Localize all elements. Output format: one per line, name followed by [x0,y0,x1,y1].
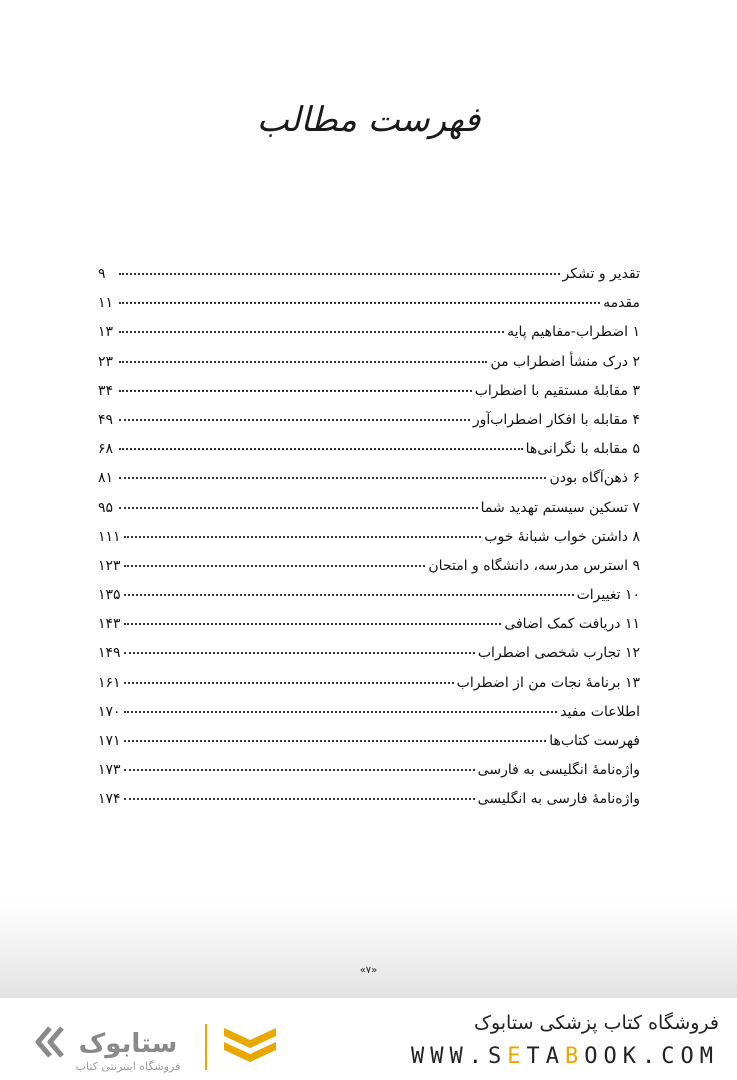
toc-entry[interactable] [98,500,640,529]
toc-entry[interactable] [98,675,640,704]
toc-entry[interactable] [98,383,640,412]
svg-text:فروشگاه اینترنتی کتاب: فروشگاه اینترنتی کتاب [75,1060,181,1073]
toc-entry-label: ۳ مقابلهٔ مستقیم با اضطراب [474,382,640,399]
toc-entry-page: ۱۷۱ [98,733,121,749]
dot-leader [124,593,574,596]
toc-entry[interactable] [98,733,640,762]
toc-entry[interactable] [98,354,640,383]
page-title: فهرست مطالب [256,100,481,140]
toc-entry-label: اطلاعات مفید [560,703,640,720]
toc-entry-page: ۸۱ [98,470,114,487]
toc-entry-label: ۱۳ برنامهٔ نجات من از اضطراب [456,674,640,691]
toc-entry-label: واژه‌نامهٔ انگلیسی به فارسی [477,762,640,779]
dot-leader [119,360,487,363]
toc-entry-label: ۴ مقابله با افکار اضطراب‌آور [472,411,640,428]
toc-entry-page: ۴۹ [98,411,114,428]
store-url[interactable] [411,1044,719,1069]
setabook-logo [28,1018,288,1074]
toc-entry-page: ۱۷۰ [98,703,121,720]
dot-leader [119,301,600,304]
toc-entry-label: ۱۰ تغییرات [576,587,640,604]
table-of-contents [98,266,640,821]
toc-entry-page: ۶۸ [98,441,114,458]
svg-text:ستابوک: ستابوک [78,1029,178,1059]
dot-leader [119,272,560,275]
toc-entry[interactable] [98,558,640,587]
dot-leader [119,418,470,421]
toc-entry[interactable] [98,587,640,616]
url-highlight-e: E [507,1044,527,1069]
toc-entry-label: ۱۱ دریافت کمک اضافی [504,616,640,633]
toc-entry[interactable] [98,295,640,324]
toc-entry-label: ۶ ذهن‌آگاه بودن [549,470,640,487]
dot-leader [124,768,475,771]
toc-entry[interactable] [98,324,640,353]
toc-entry-label: ۸ داشتن خواب شبانهٔ خوب [484,528,640,545]
dot-leader [124,681,454,684]
toc-entry-page: ۳۴ [98,382,114,399]
toc-entry-page: ۱۷۳ [98,762,121,779]
toc-entry-page: ۱۶۱ [98,674,121,691]
toc-entry-page: ۱۱ [98,295,114,312]
url-highlight-b: B [565,1044,585,1069]
toc-entry[interactable] [98,704,640,733]
url-part: WWW.S [411,1044,508,1069]
store-banner [0,998,737,1080]
toc-entry[interactable] [98,791,640,820]
dot-leader [119,506,478,509]
dot-leader [119,476,546,479]
toc-entry[interactable] [98,266,640,295]
url-part: OOK.COM [584,1044,719,1069]
store-name: فروشگاه کتاب پزشکی ستابوک [473,1012,719,1034]
toc-entry[interactable] [98,616,640,645]
toc-entry-page: ۲۳ [98,353,114,370]
toc-entry-label: ۵ مقابله با نگرانی‌ها [525,441,640,458]
toc-entry-page: ۹۵ [98,499,114,516]
dot-leader [119,330,504,333]
url-part: TA [526,1044,566,1069]
dot-leader [124,651,475,654]
toc-entry[interactable] [98,470,640,499]
dot-leader [119,447,523,450]
toc-entry[interactable] [98,645,640,674]
toc-entry-page: ۱۷۴ [98,791,121,808]
toc-entry[interactable] [98,762,640,791]
toc-entry-page: ۱۲۳ [98,557,121,574]
toc-entry[interactable] [98,529,640,558]
toc-entry-page: ۹ [98,266,106,282]
toc-entry-label: ۱۲ تجارب شخصی اضطراب [477,645,640,662]
dot-leader [124,710,558,713]
dot-leader [124,622,502,625]
toc-entry-label: تقدیر و تشکر [562,266,640,282]
dot-leader [124,535,482,538]
toc-entry[interactable] [98,441,640,470]
toc-entry-label: ۲ درک منشأ اضطراب من [490,353,640,370]
toc-entry-page: ۱۳۵ [98,587,121,604]
toc-entry-label: ۷ تسکین سیستم تهدید شما [480,499,640,516]
toc-entry-label: فهرست کتاب‌ها [549,733,640,749]
toc-entry[interactable] [98,412,640,441]
toc-entry-label: واژه‌نامهٔ فارسی به انگلیسی [477,791,640,808]
dot-leader [124,564,426,567]
dot-leader [124,797,475,800]
toc-entry-page: ۱۴۳ [98,616,121,633]
toc-entry-page: ۱۳ [98,324,114,341]
toc-entry-page: ۱۴۹ [98,645,121,662]
toc-entry-label: ۱ اضطراب-مفاهیم پایه [507,324,640,341]
dot-leader [119,389,472,392]
page-number: «۷» [359,965,378,976]
toc-entry-label: ۹ استرس مدرسه، دانشگاه و امتحان [428,557,640,574]
toc-entry-page: ۱۱۱ [98,528,121,545]
toc-entry-label: مقدمه [603,295,640,312]
dot-leader [124,739,547,742]
